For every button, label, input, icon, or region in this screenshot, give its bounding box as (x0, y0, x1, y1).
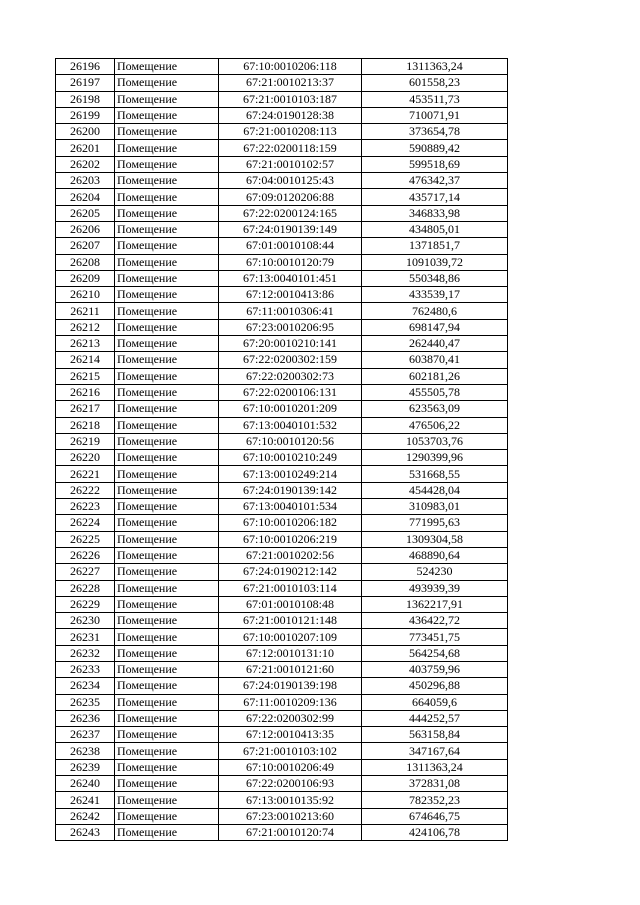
cadastral-value-cell: 453511,73 (362, 91, 508, 107)
row-number-cell: 26241 (56, 792, 115, 808)
table-row (56, 91, 508, 107)
object-type-cell: Помещение (115, 433, 219, 449)
object-type-cell: Помещение (115, 580, 219, 596)
row-number-cell: 26223 (56, 499, 115, 515)
cadastral-number-cell: 67:13:0040101:451 (219, 270, 362, 286)
object-type-cell: Помещение (115, 759, 219, 775)
cadastral-number-cell: 67:12:0010413:86 (219, 287, 362, 303)
row-number-cell: 26211 (56, 303, 115, 319)
object-type-cell: Помещение (115, 319, 219, 335)
object-type-cell: Помещение (115, 596, 219, 612)
cadastral-number-cell: 67:10:0010210:249 (219, 450, 362, 466)
cadastral-number-cell: 67:24:0190212:142 (219, 564, 362, 580)
cadastral-value-cell: 403759,96 (362, 661, 508, 677)
cadastral-number-cell: 67:22:0200302:159 (219, 352, 362, 368)
table-row (56, 629, 508, 645)
cadastral-value-cell: 347167,64 (362, 743, 508, 759)
cadastral-value-cell: 564254,68 (362, 645, 508, 661)
row-number-cell: 26208 (56, 254, 115, 270)
table-row (56, 727, 508, 743)
table-row (56, 270, 508, 286)
object-type-cell: Помещение (115, 107, 219, 123)
row-number-cell: 26209 (56, 270, 115, 286)
object-type-cell: Помещение (115, 743, 219, 759)
row-number-cell: 26198 (56, 91, 115, 107)
object-type-cell: Помещение (115, 808, 219, 824)
object-type-cell: Помещение (115, 140, 219, 156)
table-row (56, 107, 508, 123)
row-number-cell: 26222 (56, 482, 115, 498)
row-number-cell: 26216 (56, 384, 115, 400)
table-row (56, 824, 508, 840)
table-row (56, 743, 508, 759)
table-row (56, 303, 508, 319)
cadastral-number-cell: 67:10:0010206:182 (219, 515, 362, 531)
row-number-cell: 26237 (56, 727, 115, 743)
cadastral-number-cell: 67:12:0010413:35 (219, 727, 362, 743)
cadastral-number-cell: 67:04:0010125:43 (219, 173, 362, 189)
row-number-cell: 26239 (56, 759, 115, 775)
cadastral-value-cell: 1311363,24 (362, 759, 508, 775)
cadastral-number-cell: 67:23:0010206:95 (219, 319, 362, 335)
table-row (56, 515, 508, 531)
cadastral-number-cell: 67:24:0190139:149 (219, 221, 362, 237)
row-number-cell: 26207 (56, 238, 115, 254)
object-type-cell: Помещение (115, 221, 219, 237)
cadastral-value-cell: 602181,26 (362, 368, 508, 384)
table-row (56, 189, 508, 205)
object-type-cell: Помещение (115, 270, 219, 286)
cadastral-number-cell: 67:11:0010306:41 (219, 303, 362, 319)
cadastral-value-cell: 454428,04 (362, 482, 508, 498)
cadastral-number-cell: 67:10:0010207:109 (219, 629, 362, 645)
row-number-cell: 26228 (56, 580, 115, 596)
cadastral-number-cell: 67:22:0200302:99 (219, 710, 362, 726)
row-number-cell: 26243 (56, 824, 115, 840)
row-number-cell: 26240 (56, 776, 115, 792)
cadastral-value-cell: 590889,42 (362, 140, 508, 156)
cadastral-number-cell: 67:01:0010108:48 (219, 596, 362, 612)
cadastral-number-cell: 67:23:0010213:60 (219, 808, 362, 824)
table-row (56, 140, 508, 156)
cadastral-number-cell: 67:13:0040101:534 (219, 499, 362, 515)
row-number-cell: 26226 (56, 547, 115, 563)
cadastral-value-cell: 674646,75 (362, 808, 508, 824)
cadastral-value-cell: 603870,41 (362, 352, 508, 368)
cadastral-value-cell: 436422,72 (362, 613, 508, 629)
row-number-cell: 26236 (56, 710, 115, 726)
table-row (56, 352, 508, 368)
row-number-cell: 26238 (56, 743, 115, 759)
row-number-cell: 26213 (56, 336, 115, 352)
cadastral-value-cell: 1371851,7 (362, 238, 508, 254)
row-number-cell: 26206 (56, 221, 115, 237)
table-row (56, 678, 508, 694)
cadastral-value-cell: 493939,39 (362, 580, 508, 596)
cadastral-number-cell: 67:21:0010103:187 (219, 91, 362, 107)
row-number-cell: 26242 (56, 808, 115, 824)
object-type-cell: Помещение (115, 238, 219, 254)
row-number-cell: 26205 (56, 205, 115, 221)
object-type-cell: Помещение (115, 466, 219, 482)
row-number-cell: 26233 (56, 661, 115, 677)
cadastral-number-cell: 67:10:0010206:118 (219, 59, 362, 75)
table-row (56, 482, 508, 498)
cadastral-value-cell: 524230 (362, 564, 508, 580)
cadastral-number-cell: 67:12:0010131:10 (219, 645, 362, 661)
cadastral-value-cell: 433539,17 (362, 287, 508, 303)
cadastral-number-cell: 67:13:0040101:532 (219, 417, 362, 433)
cadastral-value-cell: 476506,22 (362, 417, 508, 433)
object-type-cell: Помещение (115, 710, 219, 726)
cadastral-value-cell: 468890,64 (362, 547, 508, 563)
table-row (56, 531, 508, 547)
cadastral-number-cell: 67:21:0010213:37 (219, 75, 362, 91)
table-row (56, 287, 508, 303)
table-row (56, 75, 508, 91)
row-number-cell: 26217 (56, 401, 115, 417)
table-row (56, 238, 508, 254)
cadastral-value-cell: 1091039,72 (362, 254, 508, 270)
cadastral-number-cell: 67:22:0200124:165 (219, 205, 362, 221)
cadastral-value-cell: 599518,69 (362, 156, 508, 172)
object-type-cell: Помещение (115, 482, 219, 498)
table-row (56, 156, 508, 172)
table-row (56, 336, 508, 352)
property-table (55, 58, 508, 841)
cadastral-value-cell: 455505,78 (362, 384, 508, 400)
cadastral-value-cell: 1309304,58 (362, 531, 508, 547)
row-number-cell: 26229 (56, 596, 115, 612)
cadastral-value-cell: 1290399,96 (362, 450, 508, 466)
object-type-cell: Помещение (115, 336, 219, 352)
cadastral-value-cell: 782352,23 (362, 792, 508, 808)
table-row (56, 221, 508, 237)
row-number-cell: 26196 (56, 59, 115, 75)
table-row (56, 417, 508, 433)
row-number-cell: 26214 (56, 352, 115, 368)
object-type-cell: Помещение (115, 776, 219, 792)
row-number-cell: 26221 (56, 466, 115, 482)
cadastral-value-cell: 773451,75 (362, 629, 508, 645)
cadastral-value-cell: 1362217,91 (362, 596, 508, 612)
cadastral-number-cell: 67:24:0190139:142 (219, 482, 362, 498)
cadastral-number-cell: 67:10:0010201:209 (219, 401, 362, 417)
cadastral-number-cell: 67:21:0010103:114 (219, 580, 362, 596)
object-type-cell: Помещение (115, 173, 219, 189)
row-number-cell: 26218 (56, 417, 115, 433)
cadastral-value-cell: 623563,09 (362, 401, 508, 417)
cadastral-value-cell: 698147,94 (362, 319, 508, 335)
table-row (56, 205, 508, 221)
property-table-body (56, 59, 508, 841)
row-number-cell: 26234 (56, 678, 115, 694)
cadastral-value-cell: 346833,98 (362, 205, 508, 221)
cadastral-number-cell: 67:10:0010120:79 (219, 254, 362, 270)
cadastral-number-cell: 67:21:0010103:102 (219, 743, 362, 759)
cadastral-value-cell: 476342,37 (362, 173, 508, 189)
table-row (56, 173, 508, 189)
object-type-cell: Помещение (115, 384, 219, 400)
object-type-cell: Помещение (115, 792, 219, 808)
cadastral-value-cell: 1311363,24 (362, 59, 508, 75)
cadastral-value-cell: 771995,63 (362, 515, 508, 531)
table-row (56, 759, 508, 775)
table-row (56, 319, 508, 335)
cadastral-number-cell: 67:09:0120206:88 (219, 189, 362, 205)
table-row (56, 499, 508, 515)
row-number-cell: 26212 (56, 319, 115, 335)
cadastral-number-cell: 67:11:0010209:136 (219, 694, 362, 710)
cadastral-value-cell: 310983,01 (362, 499, 508, 515)
object-type-cell: Помещение (115, 499, 219, 515)
object-type-cell: Помещение (115, 547, 219, 563)
table-row (56, 645, 508, 661)
cadastral-value-cell: 664059,6 (362, 694, 508, 710)
table-row (56, 776, 508, 792)
table-row (56, 384, 508, 400)
cadastral-value-cell: 563158,84 (362, 727, 508, 743)
row-number-cell: 26202 (56, 156, 115, 172)
row-number-cell: 26219 (56, 433, 115, 449)
cadastral-number-cell: 67:24:0190128:38 (219, 107, 362, 123)
cadastral-number-cell: 67:22:0200106:93 (219, 776, 362, 792)
row-number-cell: 26231 (56, 629, 115, 645)
cadastral-number-cell: 67:10:0010120:56 (219, 433, 362, 449)
table-row (56, 59, 508, 75)
object-type-cell: Помещение (115, 124, 219, 140)
cadastral-number-cell: 67:24:0190139:198 (219, 678, 362, 694)
row-number-cell: 26232 (56, 645, 115, 661)
object-type-cell: Помещение (115, 287, 219, 303)
cadastral-number-cell: 67:22:0200302:73 (219, 368, 362, 384)
table-row (56, 661, 508, 677)
object-type-cell: Помещение (115, 156, 219, 172)
cadastral-value-cell: 1053703,76 (362, 433, 508, 449)
object-type-cell: Помещение (115, 661, 219, 677)
cadastral-number-cell: 67:21:0010120:74 (219, 824, 362, 840)
cadastral-number-cell: 67:21:0010208:113 (219, 124, 362, 140)
table-row (56, 433, 508, 449)
object-type-cell: Помещение (115, 613, 219, 629)
table-row (56, 401, 508, 417)
object-type-cell: Помещение (115, 401, 219, 417)
row-number-cell: 26230 (56, 613, 115, 629)
row-number-cell: 26224 (56, 515, 115, 531)
cadastral-value-cell: 444252,57 (362, 710, 508, 726)
cadastral-value-cell: 424106,78 (362, 824, 508, 840)
cadastral-number-cell: 67:13:0010249:214 (219, 466, 362, 482)
cadastral-value-cell: 531668,55 (362, 466, 508, 482)
object-type-cell: Помещение (115, 450, 219, 466)
object-type-cell: Помещение (115, 645, 219, 661)
table-row (56, 254, 508, 270)
cadastral-value-cell: 434805,01 (362, 221, 508, 237)
cadastral-value-cell: 372831,08 (362, 776, 508, 792)
row-number-cell: 26200 (56, 124, 115, 140)
object-type-cell: Помещение (115, 564, 219, 580)
row-number-cell: 26204 (56, 189, 115, 205)
row-number-cell: 26227 (56, 564, 115, 580)
object-type-cell: Помещение (115, 727, 219, 743)
cadastral-number-cell: 67:21:0010202:56 (219, 547, 362, 563)
row-number-cell: 26201 (56, 140, 115, 156)
object-type-cell: Помещение (115, 91, 219, 107)
cadastral-value-cell: 601558,23 (362, 75, 508, 91)
table-row (56, 613, 508, 629)
row-number-cell: 26235 (56, 694, 115, 710)
object-type-cell: Помещение (115, 368, 219, 384)
cadastral-number-cell: 67:20:0010210:141 (219, 336, 362, 352)
row-number-cell: 26203 (56, 173, 115, 189)
row-number-cell: 26220 (56, 450, 115, 466)
table-row (56, 580, 508, 596)
object-type-cell: Помещение (115, 352, 219, 368)
table-row (56, 792, 508, 808)
table-row (56, 466, 508, 482)
object-type-cell: Помещение (115, 694, 219, 710)
table-row (56, 710, 508, 726)
table-row (56, 596, 508, 612)
cadastral-number-cell: 67:21:0010102:57 (219, 156, 362, 172)
cadastral-number-cell: 67:10:0010206:49 (219, 759, 362, 775)
row-number-cell: 26225 (56, 531, 115, 547)
object-type-cell: Помещение (115, 75, 219, 91)
cadastral-number-cell: 67:22:0200106:131 (219, 384, 362, 400)
table-row (56, 547, 508, 563)
row-number-cell: 26210 (56, 287, 115, 303)
object-type-cell: Помещение (115, 417, 219, 433)
table-row (56, 124, 508, 140)
object-type-cell: Помещение (115, 531, 219, 547)
cadastral-number-cell: 67:21:0010121:148 (219, 613, 362, 629)
cadastral-number-cell: 67:13:0010135:92 (219, 792, 362, 808)
cadastral-number-cell: 67:22:0200118:159 (219, 140, 362, 156)
object-type-cell: Помещение (115, 205, 219, 221)
object-type-cell: Помещение (115, 254, 219, 270)
cadastral-value-cell: 550348,86 (362, 270, 508, 286)
row-number-cell: 26197 (56, 75, 115, 91)
cadastral-value-cell: 435717,14 (362, 189, 508, 205)
table-row (56, 368, 508, 384)
object-type-cell: Помещение (115, 678, 219, 694)
row-number-cell: 26199 (56, 107, 115, 123)
cadastral-value-cell: 710071,91 (362, 107, 508, 123)
object-type-cell: Помещение (115, 629, 219, 645)
cadastral-value-cell: 373654,78 (362, 124, 508, 140)
object-type-cell: Помещение (115, 59, 219, 75)
cadastral-value-cell: 262440,47 (362, 336, 508, 352)
table-row (56, 564, 508, 580)
object-type-cell: Помещение (115, 515, 219, 531)
table-row (56, 808, 508, 824)
table-row (56, 694, 508, 710)
table-row (56, 450, 508, 466)
row-number-cell: 26215 (56, 368, 115, 384)
cadastral-number-cell: 67:10:0010206:219 (219, 531, 362, 547)
cadastral-value-cell: 762480,6 (362, 303, 508, 319)
cadastral-value-cell: 450296,88 (362, 678, 508, 694)
object-type-cell: Помещение (115, 824, 219, 840)
cadastral-number-cell: 67:21:0010121:60 (219, 661, 362, 677)
object-type-cell: Помещение (115, 189, 219, 205)
cadastral-number-cell: 67:01:0010108:44 (219, 238, 362, 254)
object-type-cell: Помещение (115, 303, 219, 319)
